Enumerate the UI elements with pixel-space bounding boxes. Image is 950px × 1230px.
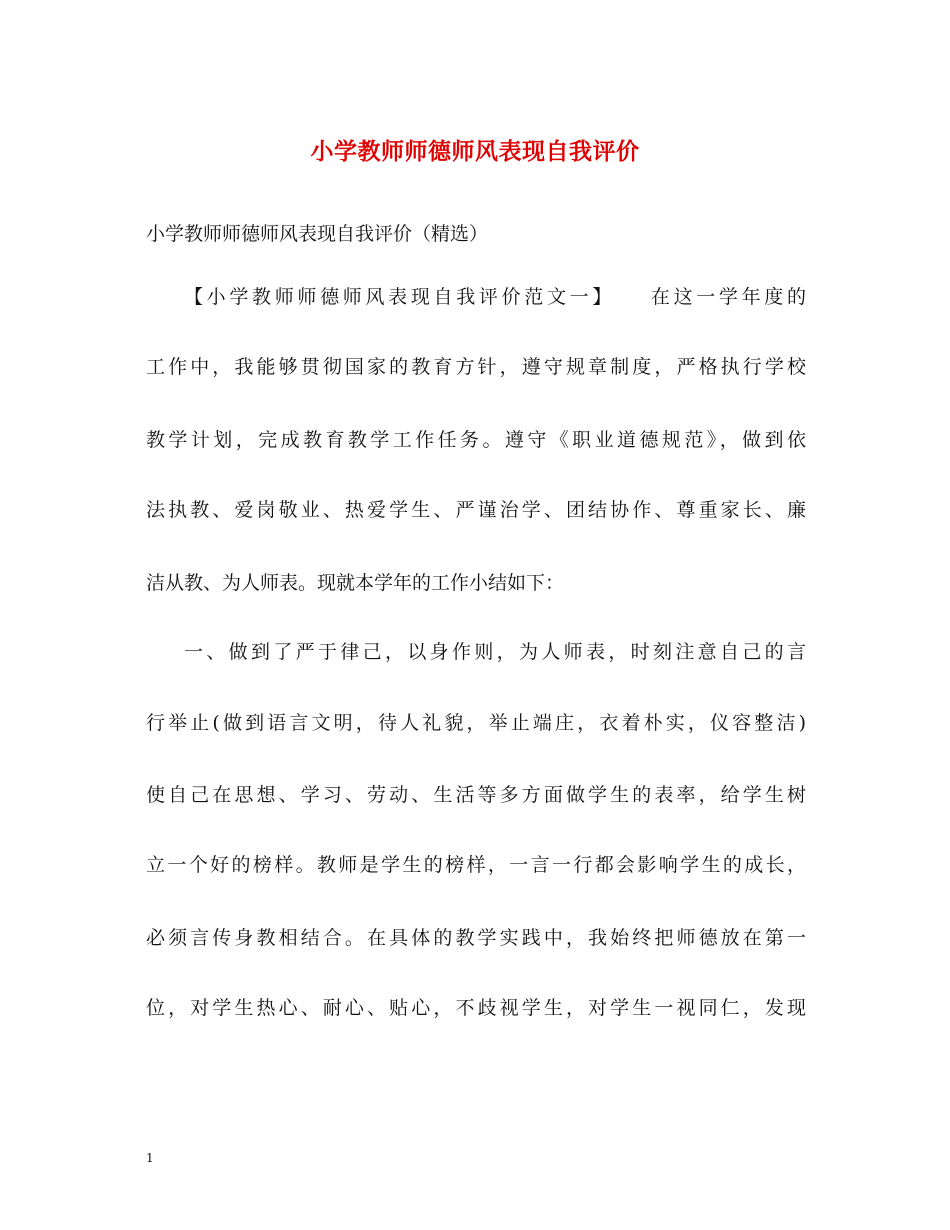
subtitle-line: 小学教师师德师风表现自我评价（精选） — [146, 223, 489, 245]
paragraph-line: 法执教、爱岗敬业、热爱学生、严谨治学、团结协作、尊重家长、廉 — [146, 499, 806, 521]
paragraph-line: 位，对学生热心、耐心、贴心，不歧视学生，对学生一视同仁，发现 — [146, 997, 806, 1019]
page-number: 1 — [146, 1151, 154, 1165]
paragraph-line: 一、做到了严于律己，以身作则，为人师表，时刻注意自己的言 — [184, 641, 806, 663]
paragraph-line: 立一个好的榜样。教师是学生的榜样，一言一行都会影响学生的成长， — [146, 854, 806, 876]
paragraph-line: 必须言传身教相结合。在具体的教学实践中，我始终把师德放在第一 — [146, 927, 806, 949]
document-title: 小学教师师德师风表现自我评价 — [310, 138, 640, 165]
paragraph-line: 洁从教、为人师表。现就本学年的工作小结如下： — [146, 572, 565, 594]
paragraph-line: 使自己在思想、学习、劳动、生活等多方面做学生的表率，给学生树 — [146, 784, 806, 806]
paragraph-line: 【小学教师师德师风表现自我评价范文一】 在这一学年度的 — [184, 286, 806, 308]
paragraph-line: 教学计划，完成教育教学工作任务。遵守《职业道德规范》，做到依 — [146, 429, 806, 451]
paragraph-line: 行举止(做到语言文明，待人礼貌，举止端庄，衣着朴实，仪容整洁) — [146, 712, 806, 734]
paragraph-line: 工作中，我能够贯彻国家的教育方针，遵守规章制度，严格执行学校 — [146, 356, 806, 378]
